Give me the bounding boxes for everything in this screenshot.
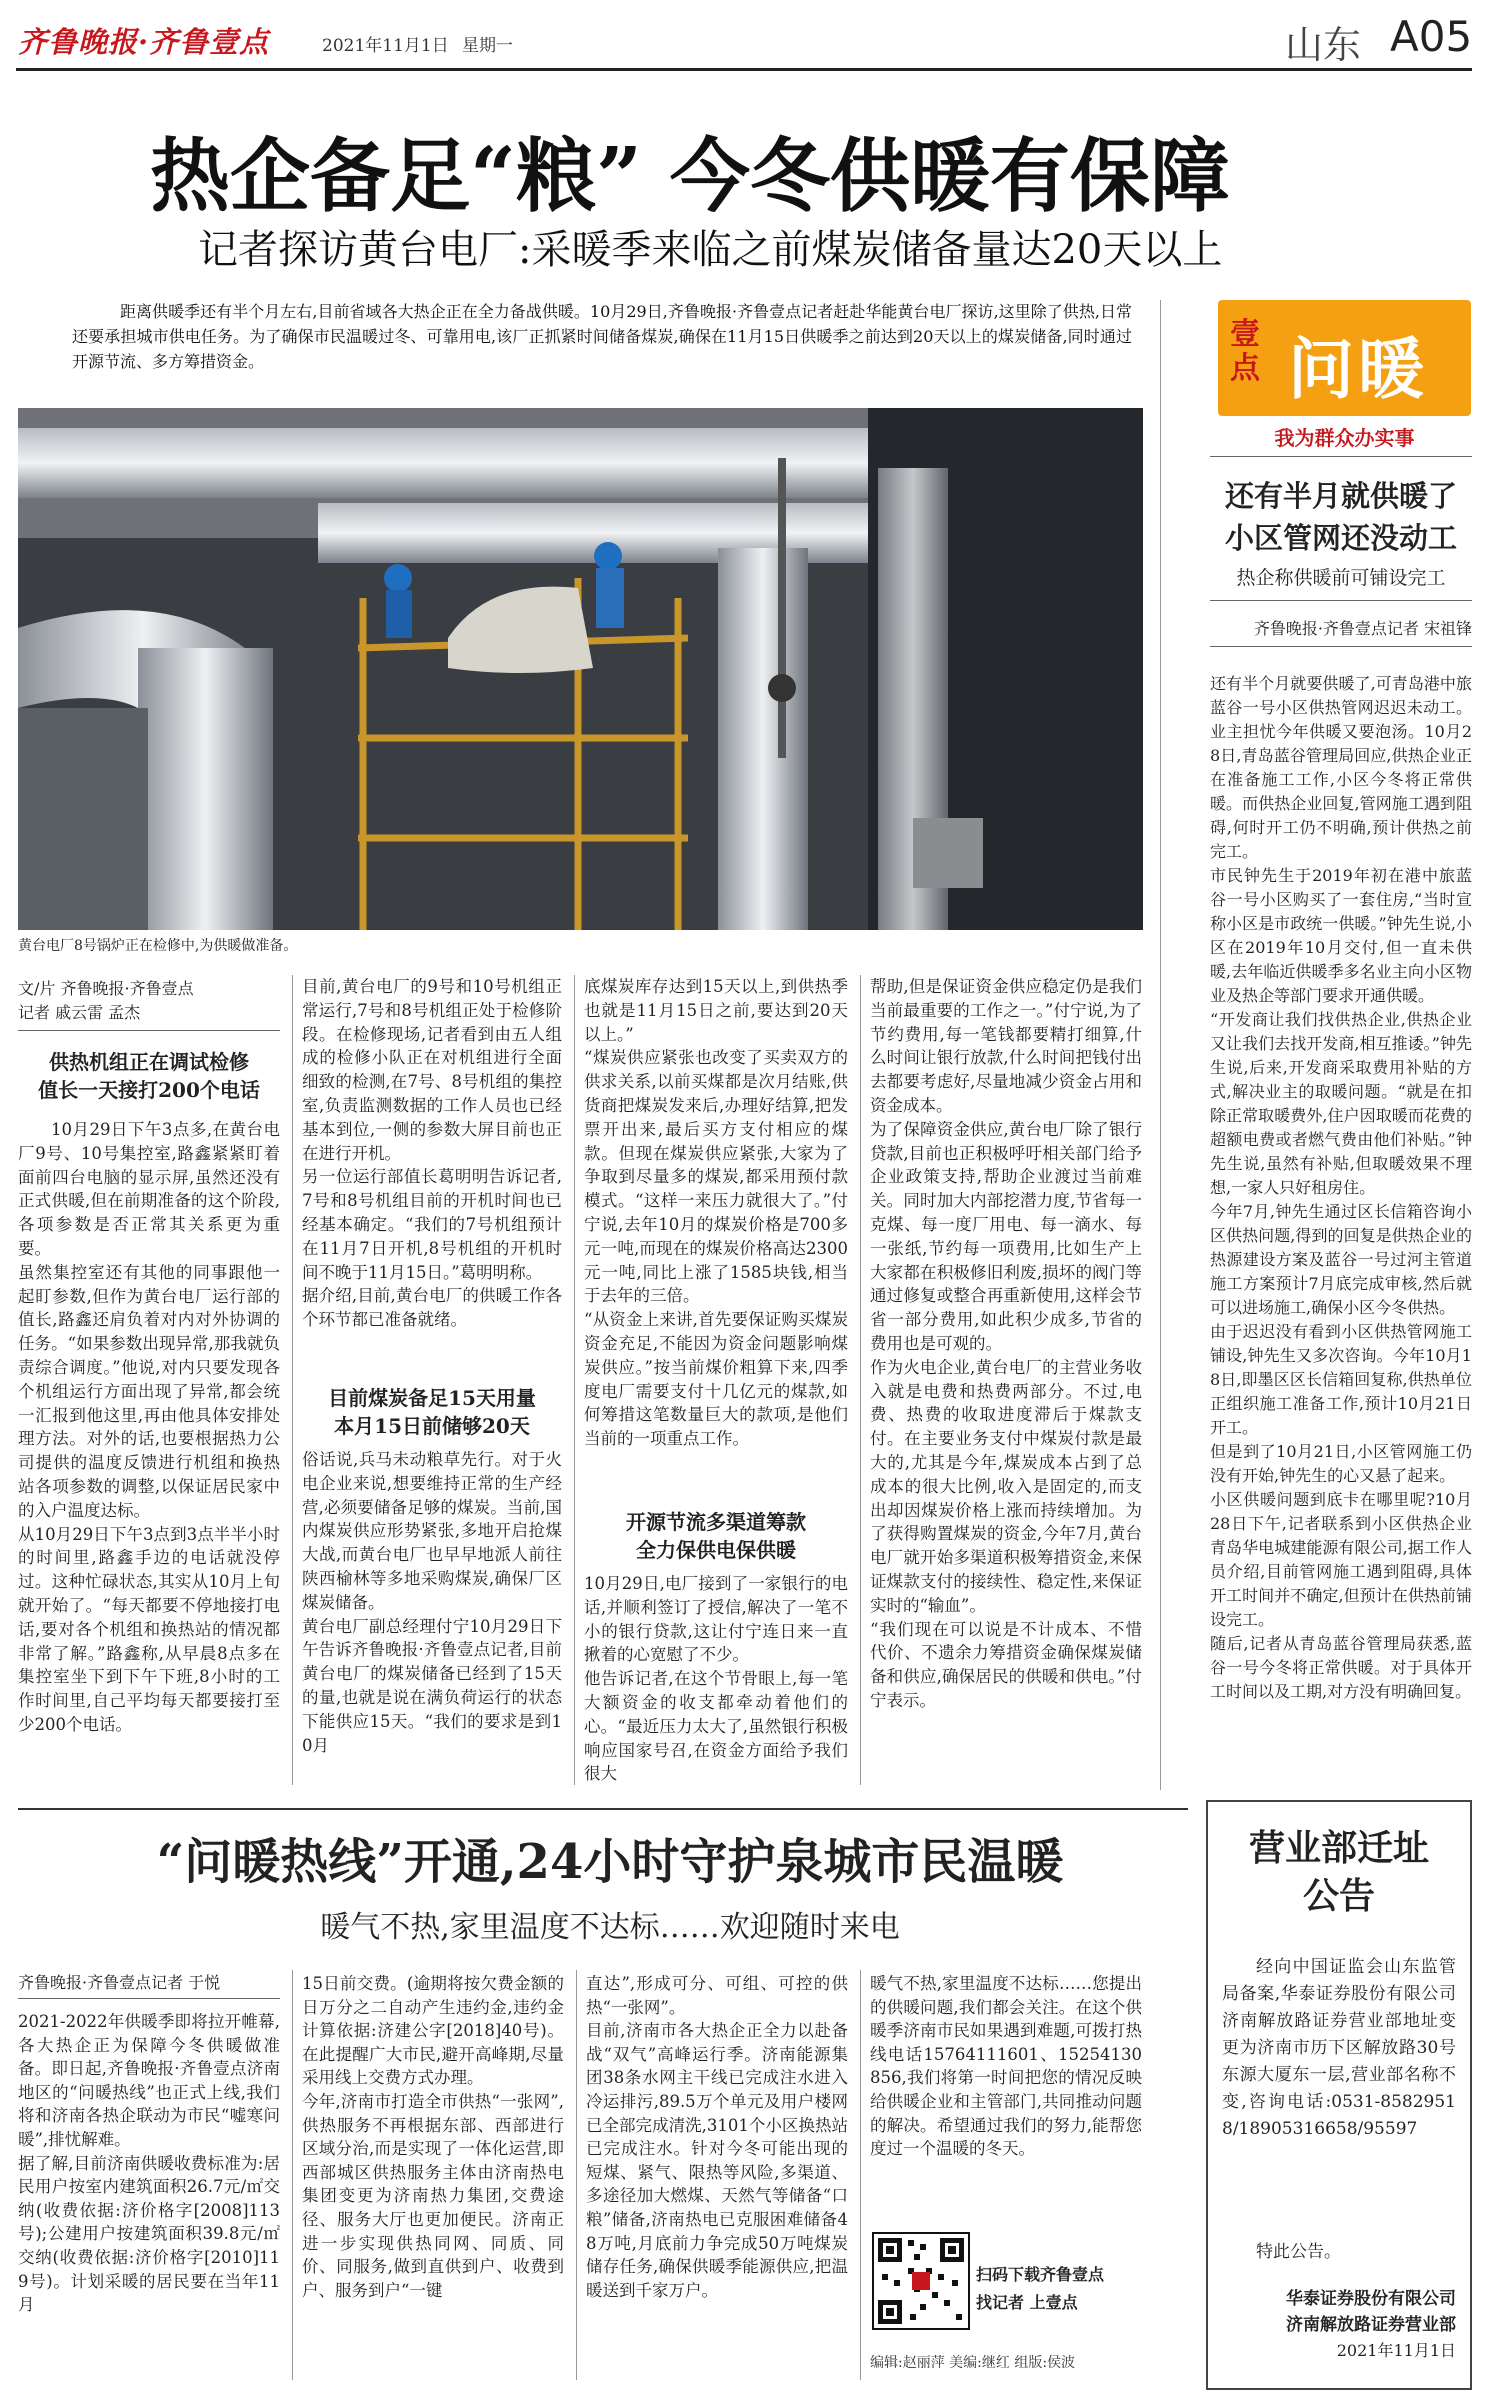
- notice-box: [1206, 1800, 1472, 2390]
- story1-col1-subhead: 供热机组正在调试检修 值长一天接打200个电话: [38, 1050, 260, 1102]
- notice-title: 营业部迁址 公告: [1248, 1827, 1429, 1917]
- story2-col2-text: 15日前交费。(逾期将按欠费金额的日万分之二自动产生违约金,违约金计算依据:济建公字[2018]40号)。在此提醒广大市民,避开高峰期,尽量采用线上交费方式办理。 今年,济南市打造全市供热“一张网”,供热服务不再根据东部、西部进行区域分治,而是实现了一体化运营,即西部城区供热服务主体由济南热电集团变更为济南热力集团,交费途径、服务大厅也更加便民。济南正进一步实现供热同网、同质、同价、同服务,做到直供到户、收费到户、服务到户“一键: [302, 1974, 564, 2300]
- story1-col2-text-b: 俗话说,兵马未动粮草先行。对于火电企业来说,想要维持正常的生产经营,必须要储备足够的煤炭。当前,国内煤炭供应形势紧张,多地开启抢煤大战,而黄台电厂也早早地派人前往陕西榆林等多地采购煤炭,确保厂区煤炭储备。 黄台电厂副总经理付宁10月29日下午告诉齐鲁晚报·齐鲁壹点记者,目前黄台电厂的煤炭储备已经到了15天的量,也就是说在满负荷运行的状态下能供应15天。“我们的要求是到10月: [302, 1450, 562, 1755]
- story1-photo: [18, 408, 1143, 930]
- credit-rule: [18, 1030, 280, 1031]
- col-divider: [574, 975, 575, 1785]
- masthead-date: 2021年11月1日: [322, 36, 449, 56]
- story1-col2-subhead: 目前煤炭备足15天用量 本月15日前储够20天: [328, 1386, 536, 1438]
- sidebar-rule: [1210, 600, 1472, 601]
- story1-photo-caption: 黄台电厂8号锅炉正在检修中,为供暖做准备。: [18, 938, 298, 954]
- sidebar-headline: 还有半月就供暖了 小区管网还没动工: [1224, 479, 1457, 555]
- notice-date: 2021年11月1日: [1336, 2341, 1456, 2360]
- section-rule: [18, 1808, 1188, 1810]
- masthead-weekday: 星期一: [462, 36, 513, 56]
- masthead-logo: 齐鲁晚报·齐鲁壹点: [18, 25, 270, 59]
- masthead-rule: [16, 68, 1472, 71]
- editors-credit: 编辑:赵丽萍 美编:继红 组版:侯波: [870, 2355, 1076, 2371]
- sidebar-slogan: 我为群众办实事: [1274, 426, 1415, 450]
- sidebar-text: 还有半个月就要供暖了,可青岛港中旅蓝谷一号小区供热管网迟迟未动工。业主担忧今年供暖又要泡汤。10月28日,青岛蓝谷管理局回应,供热企业正在准备施工工作,小区今冬将正常供暖。而供热企业回复,管网施工遇到阻碍,何时开工仍不明确,预计供热之前完工。 市民钟先生于2019年初在港中旅蓝谷一号小区购买了一套住房,“当时宣称小区是市政统一供暖。”钟先生说,小区在2019年10月交付,但一直未供暖,去年临近供暖季多名业主向小区物业及热企等部门要求开通供暖。 “开发商让我们找供热企业,供热企业又让我们去找开发商,相互推诿。”钟先生说,后来,开发商采取费用补贴的方式,解决业主的取暖问题。“就是在扣除正常取暖费外,住户因取暖而花费的超额电费或者燃气费由他们补贴。”钟先生说,虽然有补贴,但取暖效果不理想,一家人只好租房住。 今年7月,钟先生通过区长信箱咨询小区供热问题,得到的回复是供热企业的热源建设方案及蓝谷一号过河主管道施工方案预计7月底完成审核,然后就可以进场施工,确保小区今冬供热。 由于迟迟没有看到小区供热管网施工铺设,钟先生又多次咨询。今年10月18日,即墨区区长信箱回复称,供热单位正组织施工准备工作,预计10月21日开工。 但是到了10月21日,小区管网施工仍没有开始,钟先生的心又悬了起来。 小区供暖问题到底卡在哪里呢?10月28日下午,记者联系到小区供热企业青岛华电城建能源有限公司,据工作人员介绍,目前管网施工遇到阻碍,具体开工时间并不确定,但预计在供热前铺设完工。 随后,记者从青岛蓝谷管理局获悉,蓝谷一号今冬将正常供暖。对于具体开工时间以及工期,对方没有明确回复。: [1210, 674, 1472, 1701]
- story2-col1-text: 2021-2022年供暖季即将拉开帷幕,各大热企正为保障今冬供暖做准备。即日起,齐鲁晚报·齐鲁壹点济南地区的“问暖热线”也正式上线,我们将和济南各热企联动为市民“嘘寒问暖”,排忧解难。 据了解,目前济南供暖收费标准为:居民用户按室内建筑面积26.7元/㎡交纳(收费依据:济价格字[2008]113号);公建用户按建筑面积39.8元/㎡交纳(收费依据:济价格字[2010]119号)。计划采暖的居民要在当年11月: [18, 2012, 280, 2315]
- notice-text: 经向中国证监会山东监管局备案,华泰证券股份有限公司济南解放路证券营业部地址变更为济南市历下区解放路30号东源大厦东一层,营业部名称不变,咨询电话:0531-85829518/18905316658/95597: [1222, 1957, 1456, 2139]
- qr-code-icon: [874, 2234, 968, 2328]
- qr-label-line2: 找记者 上壹点: [976, 2293, 1078, 2312]
- col-divider: [292, 1970, 293, 2380]
- sidebar-logo-b: 问暖: [1288, 330, 1428, 408]
- story1-col3-text-b: 10月29日,电厂接到了一家银行的电话,并顺利签订了授信,解决了一笔不小的银行贷款,这让付宁连日来一直揪着的心宽慰了不少。 他告诉记者,在这个节骨眼上,每一笔大额资金的收支都牵动着他们的心。“最近压力太大了,虽然银行积极响应国家号召,在资金方面给予我们很大: [584, 1574, 848, 1784]
- story1-col1-text: 10月29日下午3点多,在黄台电厂9号、10号集控室,路鑫紧紧盯着面前四台电脑的显示屏,虽然还没有正式供暖,但在前期准备的这个阶段,各项参数是否正常其关系更为重要。 虽然集控室还有其他的同事跟他一起盯参数,但作为黄台电厂运行部的值长,路鑫还肩负着对内对外协调的任务。“如果参数出现异常,那我就负责综合调度。”他说,对内只要发现各个机组运行方面出现了异常,都会统一汇报到他这里,再由他具体安排处理方法。对外的话,也要根据热力公司提供的温度反馈进行机组和换热站各项参数的调整,以保证居民家中的入户温度达标。 从10月29日下午3点到3点半半小时的时间里,路鑫手边的电话就没停过。这种忙碌状态,其实从10月上旬就开始了。“每天都要不停地接打电话,要对各个机组和换热站的情况都非常了解。”路鑫称,从早晨8点多在集控室坐下到下午下班,8小时的工作时间里,自己平均每天都要接打至少200个电话。: [18, 1120, 280, 1734]
- byline-rule: [18, 1998, 280, 1999]
- qr-code[interactable]: [872, 2232, 970, 2330]
- story1-headline: 热企备足“粮” 今冬供暖有保障: [150, 129, 1230, 223]
- story1-col3-subhead: 开源节流多渠道筹款 全力保供电保供暖: [626, 1510, 806, 1562]
- sidebar-subheadline: 热企称供暖前可铺设完工: [1236, 567, 1446, 589]
- masthead: [0, 0, 1488, 72]
- col-divider: [292, 975, 293, 1785]
- sidebar-rule: [1210, 456, 1472, 457]
- story1-subheadline: 记者探访黄台电厂:采暖季来临之前煤炭储备量达20天以上: [198, 227, 1223, 273]
- col-divider: [576, 1970, 577, 2380]
- notice-company1: 华泰证券股份有限公司: [1286, 2289, 1456, 2309]
- col-divider: [860, 975, 861, 1785]
- story2-byline: 齐鲁晚报·齐鲁壹点记者 于悦: [18, 1973, 221, 1992]
- story2-col4-text: 暖气不热,家里温度不达标……您提出的供暖问题,我们都会关注。在这个供暖季济南市民如果遇到难题,可拨打热线电话15764111601、15254130856,我们将第一时间把您的情况反映给供暖企业和主管部门,共同推动问题的解决。希望通过我们的努力,能帮您度过一个温暖的冬天。: [870, 1974, 1142, 2159]
- sidebar-byline: 齐鲁晚报·齐鲁壹点记者 宋祖锋: [1253, 619, 1472, 638]
- masthead-section: 山东: [1285, 23, 1362, 67]
- story1-credit-line2: 记者 戚云雷 孟杰: [18, 1003, 141, 1022]
- masthead-page: A05: [1390, 12, 1473, 61]
- qr-label: 扫码下载齐鲁壹点: [976, 2265, 1105, 2284]
- story2-subheadline: 暖气不热,家里温度不达标……欢迎随时来电: [320, 1910, 900, 1945]
- sidebar-divider: [1160, 300, 1161, 1790]
- story2-headline: “问暖热线”开通,24小时守护泉城市民温暖: [156, 1834, 1064, 1890]
- story1-col2-text-a: 目前,黄台电厂的9号和10号机组正常运行,7号和8号机组正处于检修阶段。在检修现场,记者看到由五人组成的检修小队正在对机组进行全面细致的检测,在7号、8号机组的集控室,负责监测数据的工作人员也已经基本到位,一侧的参数大屏目前也正在进行开机。 另一位运行部值长葛明明告诉记者,7号和8号机组目前的开机时间也已经基本确定。“我们的7号机组预计在11月7日开机,8号机组的开机时间不晚于11月15日。”葛明明称。 据介绍,目前,黄台电厂的供暖工作各个环节都已准备就绪。: [302, 977, 562, 1330]
- notice-company2: 济南解放路证券营业部: [1286, 2315, 1456, 2335]
- story2-col3-text: 直达”,形成可分、可组、可控的供热“一张网”。 目前,济南市各大热企正全力以赴备战“双气”高峰运行季。济南能源集团38条水网主干线已完成注水进入冷运排污,89.5万个单元及用户楼网已全部完成清洗,3101个小区换热站已完成注水。针对今冬可能出现的短煤、紧气、限热等风险,多渠道、多途径加大燃煤、天然气等储备“口粮”储备,济南热电已克服困难储备48万吨,月底前力争完成50万吨煤炭储存任务,确保供暖季能源供应,把温暖送到千家万户。: [586, 1974, 848, 2300]
- story1-credit-line1: 文/片 齐鲁晚报·齐鲁壹点: [18, 979, 194, 998]
- sidebar-logo-box: [1218, 300, 1471, 416]
- col-divider: [860, 1970, 861, 2380]
- sidebar-rule: [1210, 646, 1472, 647]
- story1-col3-text-a: 底煤炭库存达到15天以上,到供热季也就是11月15日之前,要达到20天以上。” “煤炭供应紧张也改变了买卖双方的供求关系,以前买煤都是次月结账,供货商把煤炭发来后,办理好结算,把发票开出来,最后买方支付相应的煤款。但现在煤炭供应紧张,大家为了争取到尽量多的煤炭,都采用预付款模式。“这样一来压力就很大了。”付宁说,去年10月的煤炭价格是700多元一吨,而现在的煤炭价格高达2300元一吨,同比上涨了1585块钱,相当于去年的三倍。 “从资金上来讲,首先要保证购买煤炭资金充足,不能因为资金问题影响煤炭供应。”按当前煤价粗算下来,四季度电厂需要支付十几亿元的煤款,如何筹措这笔数量巨大的款项,是他们当前的一项重点工作。: [584, 977, 848, 1449]
- story1-lead: 距离供暖季还有半个月左右,目前省域各大热企正在全力备战供暖。10月29日,齐鲁晚报·齐鲁壹点记者赶赴华能黄台电厂探访,这里除了供热,日常还要承担城市供电任务。为了确保市民温暖过冬、可靠用电,该厂正抓紧时间储备煤炭,确保在11月15日供暖季之前达到20天以上的煤炭储备,同时通过开源节流、多方筹措资金。: [72, 302, 1132, 371]
- sidebar-logo-a: 壹点: [1230, 317, 1260, 386]
- notice-closing: 特此公告。: [1256, 2242, 1341, 2262]
- story1-col4-text: 帮助,但是保证资金供应稳定仍是我们当前最重要的工作之一。”付宁说,为了节约费用,每一笔钱都要精打细算,什么时间让银行放款,什么时间把钱付出去都要考虑好,尽量地减少资金占用和资金成本。 为了保障资金供应,黄台电厂除了银行贷款,目前也正积极呼吁相关部门给予企业政策支持,帮助企业渡过当前难关。同时加大内部挖潜力度,节省每一克煤、每一度厂用电、每一滴水、每一张纸,节约每一项费用,比如生产上大家都在积极修旧利废,损坏的阀门等通过修复或整合再重新使用,这样会节省一部分费用,如此积少成多,节省的费用也是可观的。 作为火电企业,黄台电厂的主营业务收入就是电费和热费两部分。不过,电费、热费的收取进度滞后于煤款支付。在主要业务支付中煤炭付款是最大的,尤其是今年,煤炭成本占到了总成本的很大比例,收入是固定的,而支出却因煤炭价格上涨而持续增加。为了获得购置煤炭的资金,今年7月,黄台电厂就开始多渠道积极筹措资金,来保证煤款支付的接续性、稳定性,来保证实时的“输血”。 “我们现在可以说是不计成本、不惜代价、不遗余力筹措资金确保煤炭储备和供应,确保居民的供暖和供电。”付宁表示。: [870, 977, 1142, 1710]
- boiler-maintenance-photo: [18, 408, 1143, 930]
